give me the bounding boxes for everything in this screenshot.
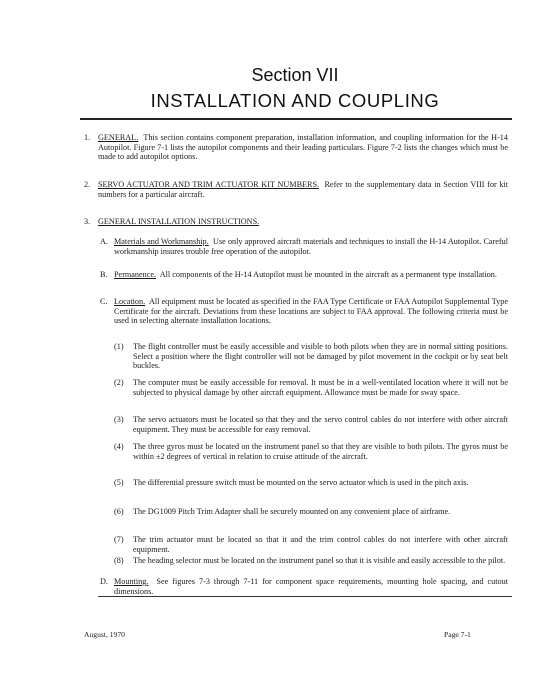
paragraph-text: Refer to the supplementary data in Section VIII for kit numbers for a particular aircraft. [98, 180, 509, 199]
paragraph-kit-numbers [98, 180, 508, 199]
footer-date: August, 1970 [84, 630, 125, 639]
header-rule [80, 118, 512, 120]
paragraph-heading: SERVO ACTUATOR AND TRIM ACTUATOR KIT NUMBERS. [98, 180, 320, 189]
criteria-number: (1) [114, 342, 124, 351]
paragraph-installation-instructions [98, 217, 398, 227]
criteria-text: The servo actuators must be located so that they and the servo control cables do not interfere with other aircraft equipment. They must be accessible for easy removal. [133, 415, 508, 434]
paragraph-heading: Location. [114, 297, 146, 306]
page-header [80, 64, 510, 113]
paragraph-location [114, 297, 508, 326]
item-number: 1. [84, 133, 91, 142]
section-number: Section VII [251, 65, 339, 85]
paragraph-heading: GENERAL. [98, 133, 139, 142]
footer-page-number: Page 7-1 [444, 630, 471, 639]
paragraph-text: All components of the H-14 Autopilot must be mounted in the aircraft as a permanent type installation. [159, 270, 497, 279]
criteria-text: The DG1009 Pitch Trim Adapter shall be securely mounted on any convenient place of airframe. [133, 507, 451, 516]
section-title: INSTALLATION AND COUPLING [150, 90, 440, 111]
criteria-text: The heading selector must be located on the instrument panel so that it is visible and easily accessible to the pilot. [133, 556, 506, 565]
criteria-number: (8) [114, 556, 124, 565]
criteria-number: (7) [114, 535, 124, 544]
criteria-number: (3) [114, 415, 124, 424]
paragraph-permanence [114, 270, 508, 280]
paragraph-heading: Mounting. [114, 577, 149, 586]
criteria-text: The computer must be easily accessible for removal. It must be in a well-ventilated location where it will not be subjected to physical damage by other aircraft equipment. Allowance must be made for sway space. [133, 378, 508, 397]
criteria-number: (2) [114, 378, 124, 387]
paragraph-heading: Materials and Workmanship. [114, 237, 209, 246]
paragraph-general [98, 133, 508, 162]
paragraph-mounting [114, 577, 508, 596]
paragraph-text: Use only approved aircraft materials and techniques to install the H-14 Autopilot. Careful workmanship insures trouble free operation of the autopilot. [114, 237, 509, 256]
paragraph-heading: Permanence. [114, 270, 157, 279]
criteria-number: (5) [114, 478, 124, 487]
subitem-letter: D. [100, 577, 108, 586]
criteria-number: (6) [114, 507, 124, 516]
criteria-text: The three gyros must be located on the instrument panel so that they are visible to both pilots. The gyros must be within ±2 degrees of vertical in relation to cruise attitude of the aircraft. [133, 442, 508, 461]
paragraph-heading: GENERAL INSTALLATION INSTRUCTIONS. [98, 217, 260, 226]
subitem-letter: A. [100, 237, 108, 246]
criteria-text: The trim actuator must be located so that it and the trim control cables do not interfere with other aircraft equipment. [133, 535, 508, 554]
subitem-letter: C. [100, 297, 108, 306]
criteria-number: (4) [114, 442, 124, 451]
criteria-text: The flight controller must be easily accessible and visible to both pilots when they are in normal sitting positions. Select a position where the flight controller will not be damaged by pilot movement in the cockpit or by seat belt buckles. [133, 342, 508, 371]
paragraph-text: See figures 7-3 through 7-11 for component space requirements, mounting hole spacing, and cutout dimensions. [114, 577, 509, 596]
mounting-underline [98, 596, 512, 597]
subitem-letter: B. [100, 270, 108, 279]
item-number: 3. [84, 217, 91, 226]
paragraph-materials [114, 237, 508, 256]
paragraph-text: All equipment must be located as specified in the FAA Type Certificate or FAA Autopilot Supplemental Type Certificate for the aircraft. Deviations from these locations are subject to FAA approval. The following criteria must be used in selecting alternate installation locations. [114, 297, 508, 326]
criteria-text: The differential pressure switch must be mounted on the servo actuator which is used in the pitch axis. [133, 478, 469, 487]
item-number: 2. [84, 180, 91, 189]
paragraph-text: This section contains component preparation, installation information, and coupling information for the H-14 Autopilot. Figure 7-1 lists the autopilot components and their leading particulars. Figure 7-2 lists the changes which must be made to add autopilot options. [98, 133, 508, 162]
